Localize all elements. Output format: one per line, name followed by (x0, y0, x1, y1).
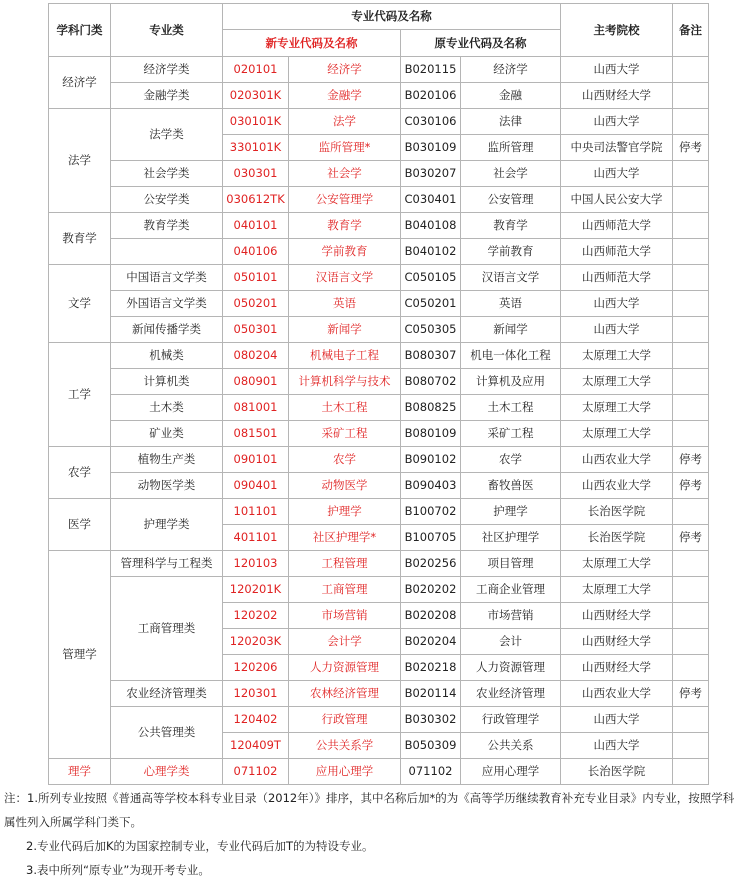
school-cell: 太原理工大学 (561, 551, 673, 577)
remark-cell (673, 109, 709, 135)
new-name-cell: 机械电子工程 (289, 343, 401, 369)
school-cell: 山西大学 (561, 161, 673, 187)
old-name-cell: 新闻学 (461, 317, 561, 343)
school-cell: 山西财经大学 (561, 603, 673, 629)
school-cell: 长治医学院 (561, 759, 673, 785)
table-row (49, 421, 709, 447)
old-name-cell: 公共关系 (461, 733, 561, 759)
school-cell: 山西大学 (561, 707, 673, 733)
table-row (49, 681, 709, 707)
table-row (49, 395, 709, 421)
remark-cell (673, 733, 709, 759)
major-class-cell (111, 239, 223, 265)
major-class-cell: 土木类 (111, 395, 223, 421)
new-code-cell: 050201 (223, 291, 289, 317)
old-name-cell: 社区护理学 (461, 525, 561, 551)
major-class-cell: 动物医学类 (111, 473, 223, 499)
old-name-cell: 英语 (461, 291, 561, 317)
school-cell: 山西师范大学 (561, 239, 673, 265)
new-name-cell: 监所管理* (289, 135, 401, 161)
new-name-cell: 动物医学 (289, 473, 401, 499)
table-row (49, 343, 709, 369)
major-class-cell: 公安学类 (111, 187, 223, 213)
new-name-cell: 工程管理 (289, 551, 401, 577)
category-cell: 教育学 (49, 213, 111, 265)
new-code-cell: 071102 (223, 759, 289, 785)
table-row (49, 447, 709, 473)
school-cell: 长治医学院 (561, 499, 673, 525)
new-code-cell: 120202 (223, 603, 289, 629)
major-class-cell: 矿业类 (111, 421, 223, 447)
major-class-cell: 护理学类 (111, 499, 223, 551)
table-row (49, 369, 709, 395)
old-name-cell: 农学 (461, 447, 561, 473)
table-row (49, 291, 709, 317)
new-name-cell: 教育学 (289, 213, 401, 239)
remark-cell: 停考 (673, 135, 709, 161)
remark-cell (673, 577, 709, 603)
new-code-cell: 050101 (223, 265, 289, 291)
new-code-cell: 040101 (223, 213, 289, 239)
table-body (49, 57, 709, 785)
new-code-cell: 120402 (223, 707, 289, 733)
table-row (49, 57, 709, 83)
new-name-cell: 社会学 (289, 161, 401, 187)
major-class-cell: 植物生产类 (111, 447, 223, 473)
new-name-cell: 会计学 (289, 629, 401, 655)
school-cell: 山西财经大学 (561, 655, 673, 681)
new-code-cell: 120206 (223, 655, 289, 681)
old-name-cell: 畜牧兽医 (461, 473, 561, 499)
new-name-cell: 土木工程 (289, 395, 401, 421)
school-cell: 山西大学 (561, 109, 673, 135)
major-table (48, 3, 709, 785)
old-code-cell: B030109 (401, 135, 461, 161)
remark-cell (673, 83, 709, 109)
school-cell: 山西财经大学 (561, 83, 673, 109)
new-name-cell: 农林经济管理 (289, 681, 401, 707)
table-row (49, 109, 709, 135)
remark-cell (673, 187, 709, 213)
old-code-cell: C050305 (401, 317, 461, 343)
old-code-cell: B020204 (401, 629, 461, 655)
remark-cell (673, 239, 709, 265)
old-name-cell: 项目管理 (461, 551, 561, 577)
category-cell: 经济学 (49, 57, 111, 109)
new-name-cell: 农学 (289, 447, 401, 473)
remark-cell (673, 343, 709, 369)
table-row (49, 187, 709, 213)
new-code-cell: 030612TK (223, 187, 289, 213)
footnotes (4, 786, 744, 882)
remark-cell: 停考 (673, 525, 709, 551)
old-code-cell: C050201 (401, 291, 461, 317)
old-code-cell: B090102 (401, 447, 461, 473)
major-class-cell: 社会学类 (111, 161, 223, 187)
remark-cell (673, 57, 709, 83)
remark-cell (673, 421, 709, 447)
remark-cell: 停考 (673, 473, 709, 499)
header-new-code-name: 新专业代码及名称 (223, 30, 401, 57)
old-code-cell: B100702 (401, 499, 461, 525)
school-cell: 太原理工大学 (561, 369, 673, 395)
major-class-cell: 计算机类 (111, 369, 223, 395)
old-code-cell: B020115 (401, 57, 461, 83)
old-code-cell: B100705 (401, 525, 461, 551)
new-code-cell: 020101 (223, 57, 289, 83)
school-cell: 中央司法警官学院 (561, 135, 673, 161)
new-name-cell: 行政管理 (289, 707, 401, 733)
new-name-cell: 市场营销 (289, 603, 401, 629)
remark-cell (673, 161, 709, 187)
new-name-cell: 社区护理学* (289, 525, 401, 551)
old-name-cell: 行政管理学 (461, 707, 561, 733)
table-row (49, 551, 709, 577)
note-1: 注：1.所列专业按照《普通高等学校本科专业目录（2012年）》排序，其中名称后加*的为《高等学历继续教育补充专业目录》内专业，按照学科属性列入所属学科门类下。 (4, 791, 735, 829)
school-cell: 山西财经大学 (561, 629, 673, 655)
new-code-cell: 040106 (223, 239, 289, 265)
new-code-cell: 090401 (223, 473, 289, 499)
new-name-cell: 采矿工程 (289, 421, 401, 447)
new-code-cell: 050301 (223, 317, 289, 343)
major-class-cell: 法学类 (111, 109, 223, 161)
new-name-cell: 人力资源管理 (289, 655, 401, 681)
category-cell: 法学 (49, 109, 111, 213)
table-row (49, 239, 709, 265)
new-code-cell: 080901 (223, 369, 289, 395)
new-name-cell: 汉语言文学 (289, 265, 401, 291)
old-name-cell: 计算机及应用 (461, 369, 561, 395)
new-code-cell: 030301 (223, 161, 289, 187)
note-2: 2.专业代码后加K的为国家控制专业，专业代码后加T的为特设专业。 (26, 839, 374, 853)
remark-cell (673, 629, 709, 655)
new-code-cell: 120103 (223, 551, 289, 577)
major-class-cell: 心理学类 (111, 759, 223, 785)
old-code-cell: B080109 (401, 421, 461, 447)
category-cell: 农学 (49, 447, 111, 499)
school-cell: 山西大学 (561, 317, 673, 343)
remark-cell: 停考 (673, 681, 709, 707)
category-cell: 管理学 (49, 551, 111, 759)
category-cell: 工学 (49, 343, 111, 447)
old-name-cell: 教育学 (461, 213, 561, 239)
old-name-cell: 会计 (461, 629, 561, 655)
new-name-cell: 经济学 (289, 57, 401, 83)
new-name-cell: 护理学 (289, 499, 401, 525)
remark-cell (673, 551, 709, 577)
old-name-cell: 农业经济管理 (461, 681, 561, 707)
new-code-cell: 081001 (223, 395, 289, 421)
old-code-cell: B030207 (401, 161, 461, 187)
category-cell: 理学 (49, 759, 111, 785)
old-code-cell: C030106 (401, 109, 461, 135)
old-code-cell: B080307 (401, 343, 461, 369)
school-cell: 太原理工大学 (561, 343, 673, 369)
old-name-cell: 土木工程 (461, 395, 561, 421)
old-name-cell: 学前教育 (461, 239, 561, 265)
major-class-cell: 农业经济管理类 (111, 681, 223, 707)
remark-cell (673, 369, 709, 395)
old-name-cell: 应用心理学 (461, 759, 561, 785)
major-class-cell: 新闻传播学类 (111, 317, 223, 343)
school-cell: 山西农业大学 (561, 681, 673, 707)
table-row (49, 577, 709, 603)
new-code-cell: 120301 (223, 681, 289, 707)
old-code-cell: B050309 (401, 733, 461, 759)
major-class-cell: 外国语言文学类 (111, 291, 223, 317)
new-name-cell: 新闻学 (289, 317, 401, 343)
table-row (49, 759, 709, 785)
school-cell: 太原理工大学 (561, 395, 673, 421)
old-code-cell: B020208 (401, 603, 461, 629)
old-code-cell: B020106 (401, 83, 461, 109)
header-major-class: 专业类 (111, 4, 223, 57)
school-cell: 山西大学 (561, 733, 673, 759)
major-class-cell: 经济学类 (111, 57, 223, 83)
major-class-cell: 公共管理类 (111, 707, 223, 759)
old-code-cell: B020202 (401, 577, 461, 603)
new-name-cell: 公安管理学 (289, 187, 401, 213)
new-code-cell: 081501 (223, 421, 289, 447)
remark-cell (673, 265, 709, 291)
old-name-cell: 汉语言文学 (461, 265, 561, 291)
remark-cell (673, 707, 709, 733)
remark-cell (673, 395, 709, 421)
remark-cell (673, 603, 709, 629)
category-cell: 文学 (49, 265, 111, 343)
remark-cell (673, 317, 709, 343)
old-code-cell: B040108 (401, 213, 461, 239)
table-row (49, 473, 709, 499)
remark-cell (673, 655, 709, 681)
table-row (49, 317, 709, 343)
new-name-cell: 工商管理 (289, 577, 401, 603)
new-code-cell: 030101K (223, 109, 289, 135)
old-name-cell: 人力资源管理 (461, 655, 561, 681)
table-row (49, 499, 709, 525)
table-row (49, 707, 709, 733)
new-code-cell: 120409T (223, 733, 289, 759)
table-row (49, 161, 709, 187)
new-name-cell: 学前教育 (289, 239, 401, 265)
table-row (49, 83, 709, 109)
old-code-cell: B080825 (401, 395, 461, 421)
old-name-cell: 金融 (461, 83, 561, 109)
old-code-cell: B020256 (401, 551, 461, 577)
new-code-cell: 330101K (223, 135, 289, 161)
new-code-cell: 020301K (223, 83, 289, 109)
school-cell: 太原理工大学 (561, 421, 673, 447)
new-name-cell: 英语 (289, 291, 401, 317)
school-cell: 山西大学 (561, 291, 673, 317)
old-name-cell: 市场营销 (461, 603, 561, 629)
school-cell: 山西农业大学 (561, 447, 673, 473)
new-code-cell: 080204 (223, 343, 289, 369)
remark-cell: 停考 (673, 447, 709, 473)
school-cell: 山西农业大学 (561, 473, 673, 499)
school-cell: 长治医学院 (561, 525, 673, 551)
school-cell: 太原理工大学 (561, 577, 673, 603)
table-row (49, 265, 709, 291)
major-class-cell: 中国语言文学类 (111, 265, 223, 291)
old-name-cell: 采矿工程 (461, 421, 561, 447)
old-name-cell: 社会学 (461, 161, 561, 187)
old-name-cell: 护理学 (461, 499, 561, 525)
old-code-cell: C050105 (401, 265, 461, 291)
remark-cell (673, 759, 709, 785)
old-code-cell: B030302 (401, 707, 461, 733)
header-school: 主考院校 (561, 4, 673, 57)
school-cell: 中国人民公安大学 (561, 187, 673, 213)
school-cell: 山西师范大学 (561, 265, 673, 291)
old-name-cell: 经济学 (461, 57, 561, 83)
old-name-cell: 法律 (461, 109, 561, 135)
old-code-cell: B090403 (401, 473, 461, 499)
new-code-cell: 120203K (223, 629, 289, 655)
major-class-cell: 金融学类 (111, 83, 223, 109)
old-code-cell: B020114 (401, 681, 461, 707)
major-class-cell: 教育学类 (111, 213, 223, 239)
header-code-name: 专业代码及名称 (223, 4, 561, 30)
old-code-cell: C030401 (401, 187, 461, 213)
header-category: 学科门类 (49, 4, 111, 57)
note-3: 3.表中所列“原专业”为现开考专业。 (26, 863, 210, 877)
remark-cell (673, 213, 709, 239)
table-row (49, 213, 709, 239)
category-cell: 医学 (49, 499, 111, 551)
old-code-cell: 071102 (401, 759, 461, 785)
new-code-cell: 090101 (223, 447, 289, 473)
new-code-cell: 101101 (223, 499, 289, 525)
major-class-cell: 工商管理类 (111, 577, 223, 681)
new-name-cell: 金融学 (289, 83, 401, 109)
new-name-cell: 公共关系学 (289, 733, 401, 759)
header-remark: 备注 (673, 4, 709, 57)
old-code-cell: B080702 (401, 369, 461, 395)
header-old-code-name: 原专业代码及名称 (401, 30, 561, 57)
old-code-cell: B040102 (401, 239, 461, 265)
old-name-cell: 监所管理 (461, 135, 561, 161)
old-name-cell: 机电一体化工程 (461, 343, 561, 369)
new-name-cell: 法学 (289, 109, 401, 135)
new-code-cell: 401101 (223, 525, 289, 551)
old-name-cell: 工商企业管理 (461, 577, 561, 603)
new-name-cell: 计算机科学与技术 (289, 369, 401, 395)
old-name-cell: 公安管理 (461, 187, 561, 213)
major-class-cell: 管理科学与工程类 (111, 551, 223, 577)
new-code-cell: 120201K (223, 577, 289, 603)
old-code-cell: B020218 (401, 655, 461, 681)
new-name-cell: 应用心理学 (289, 759, 401, 785)
major-class-cell: 机械类 (111, 343, 223, 369)
school-cell: 山西师范大学 (561, 213, 673, 239)
remark-cell (673, 499, 709, 525)
school-cell: 山西大学 (561, 57, 673, 83)
remark-cell (673, 291, 709, 317)
